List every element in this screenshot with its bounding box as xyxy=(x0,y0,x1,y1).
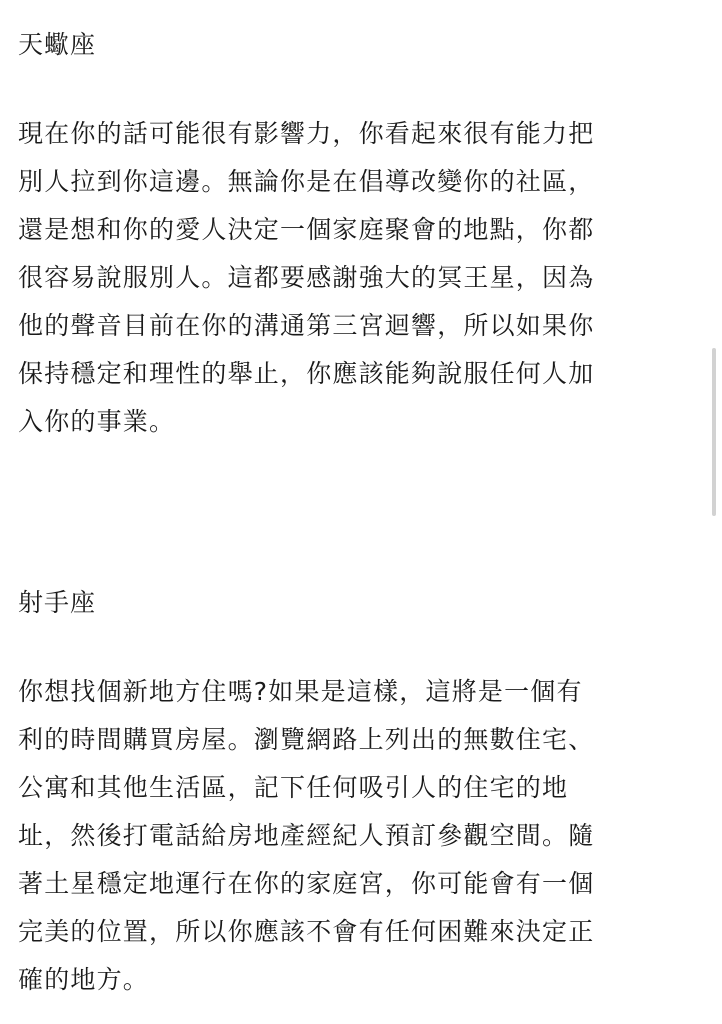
text-line: 他的聲音目前在你的溝通第三宮迴響，所以如果你 xyxy=(18,311,595,340)
text-line: 保持穩定和理性的舉止，你應該能夠說服任何人加 xyxy=(18,359,595,388)
text-line: 入你的事業。 xyxy=(18,407,176,436)
text-line: 別人拉到你這邊。無論你是在倡導改變你的社區， xyxy=(18,167,595,196)
text-line: 確的地方。 xyxy=(18,965,150,994)
text-line: 你想找個新地方住嗎?如果是這樣，這將是一個有 xyxy=(18,677,583,706)
text-line: 址，然後打電話給房地產經紀人預訂參觀空間。隨 xyxy=(18,821,595,850)
scroll-indicator[interactable] xyxy=(712,348,716,516)
text-line: 公寓和其他生活區，記下任何吸引人的住宅的地 xyxy=(18,773,569,802)
section-title-sagittarius: 射手座 xyxy=(18,588,97,617)
text-line: 很容易說服別人。這都要感謝強大的冥王星，因為 xyxy=(18,263,595,292)
section-body-scorpio xyxy=(18,110,708,446)
text-line: 利的時間購買房屋。瀏覽網路上列出的無數住宅、 xyxy=(18,725,595,754)
text-line: 現在你的話可能很有影響力，你看起來很有能力把 xyxy=(18,119,595,148)
text-line: 還是想和你的愛人決定一個家庭聚會的地點，你都 xyxy=(18,215,595,244)
text-line: 著土星穩定地運行在你的家庭宮，你可能會有一個 xyxy=(18,869,595,898)
text-line: 完美的位置，所以你應該不會有任何困難來決定正 xyxy=(18,917,595,946)
section-body-sagittarius xyxy=(18,668,708,1004)
section-title-scorpio: 天蠍座 xyxy=(18,30,97,59)
